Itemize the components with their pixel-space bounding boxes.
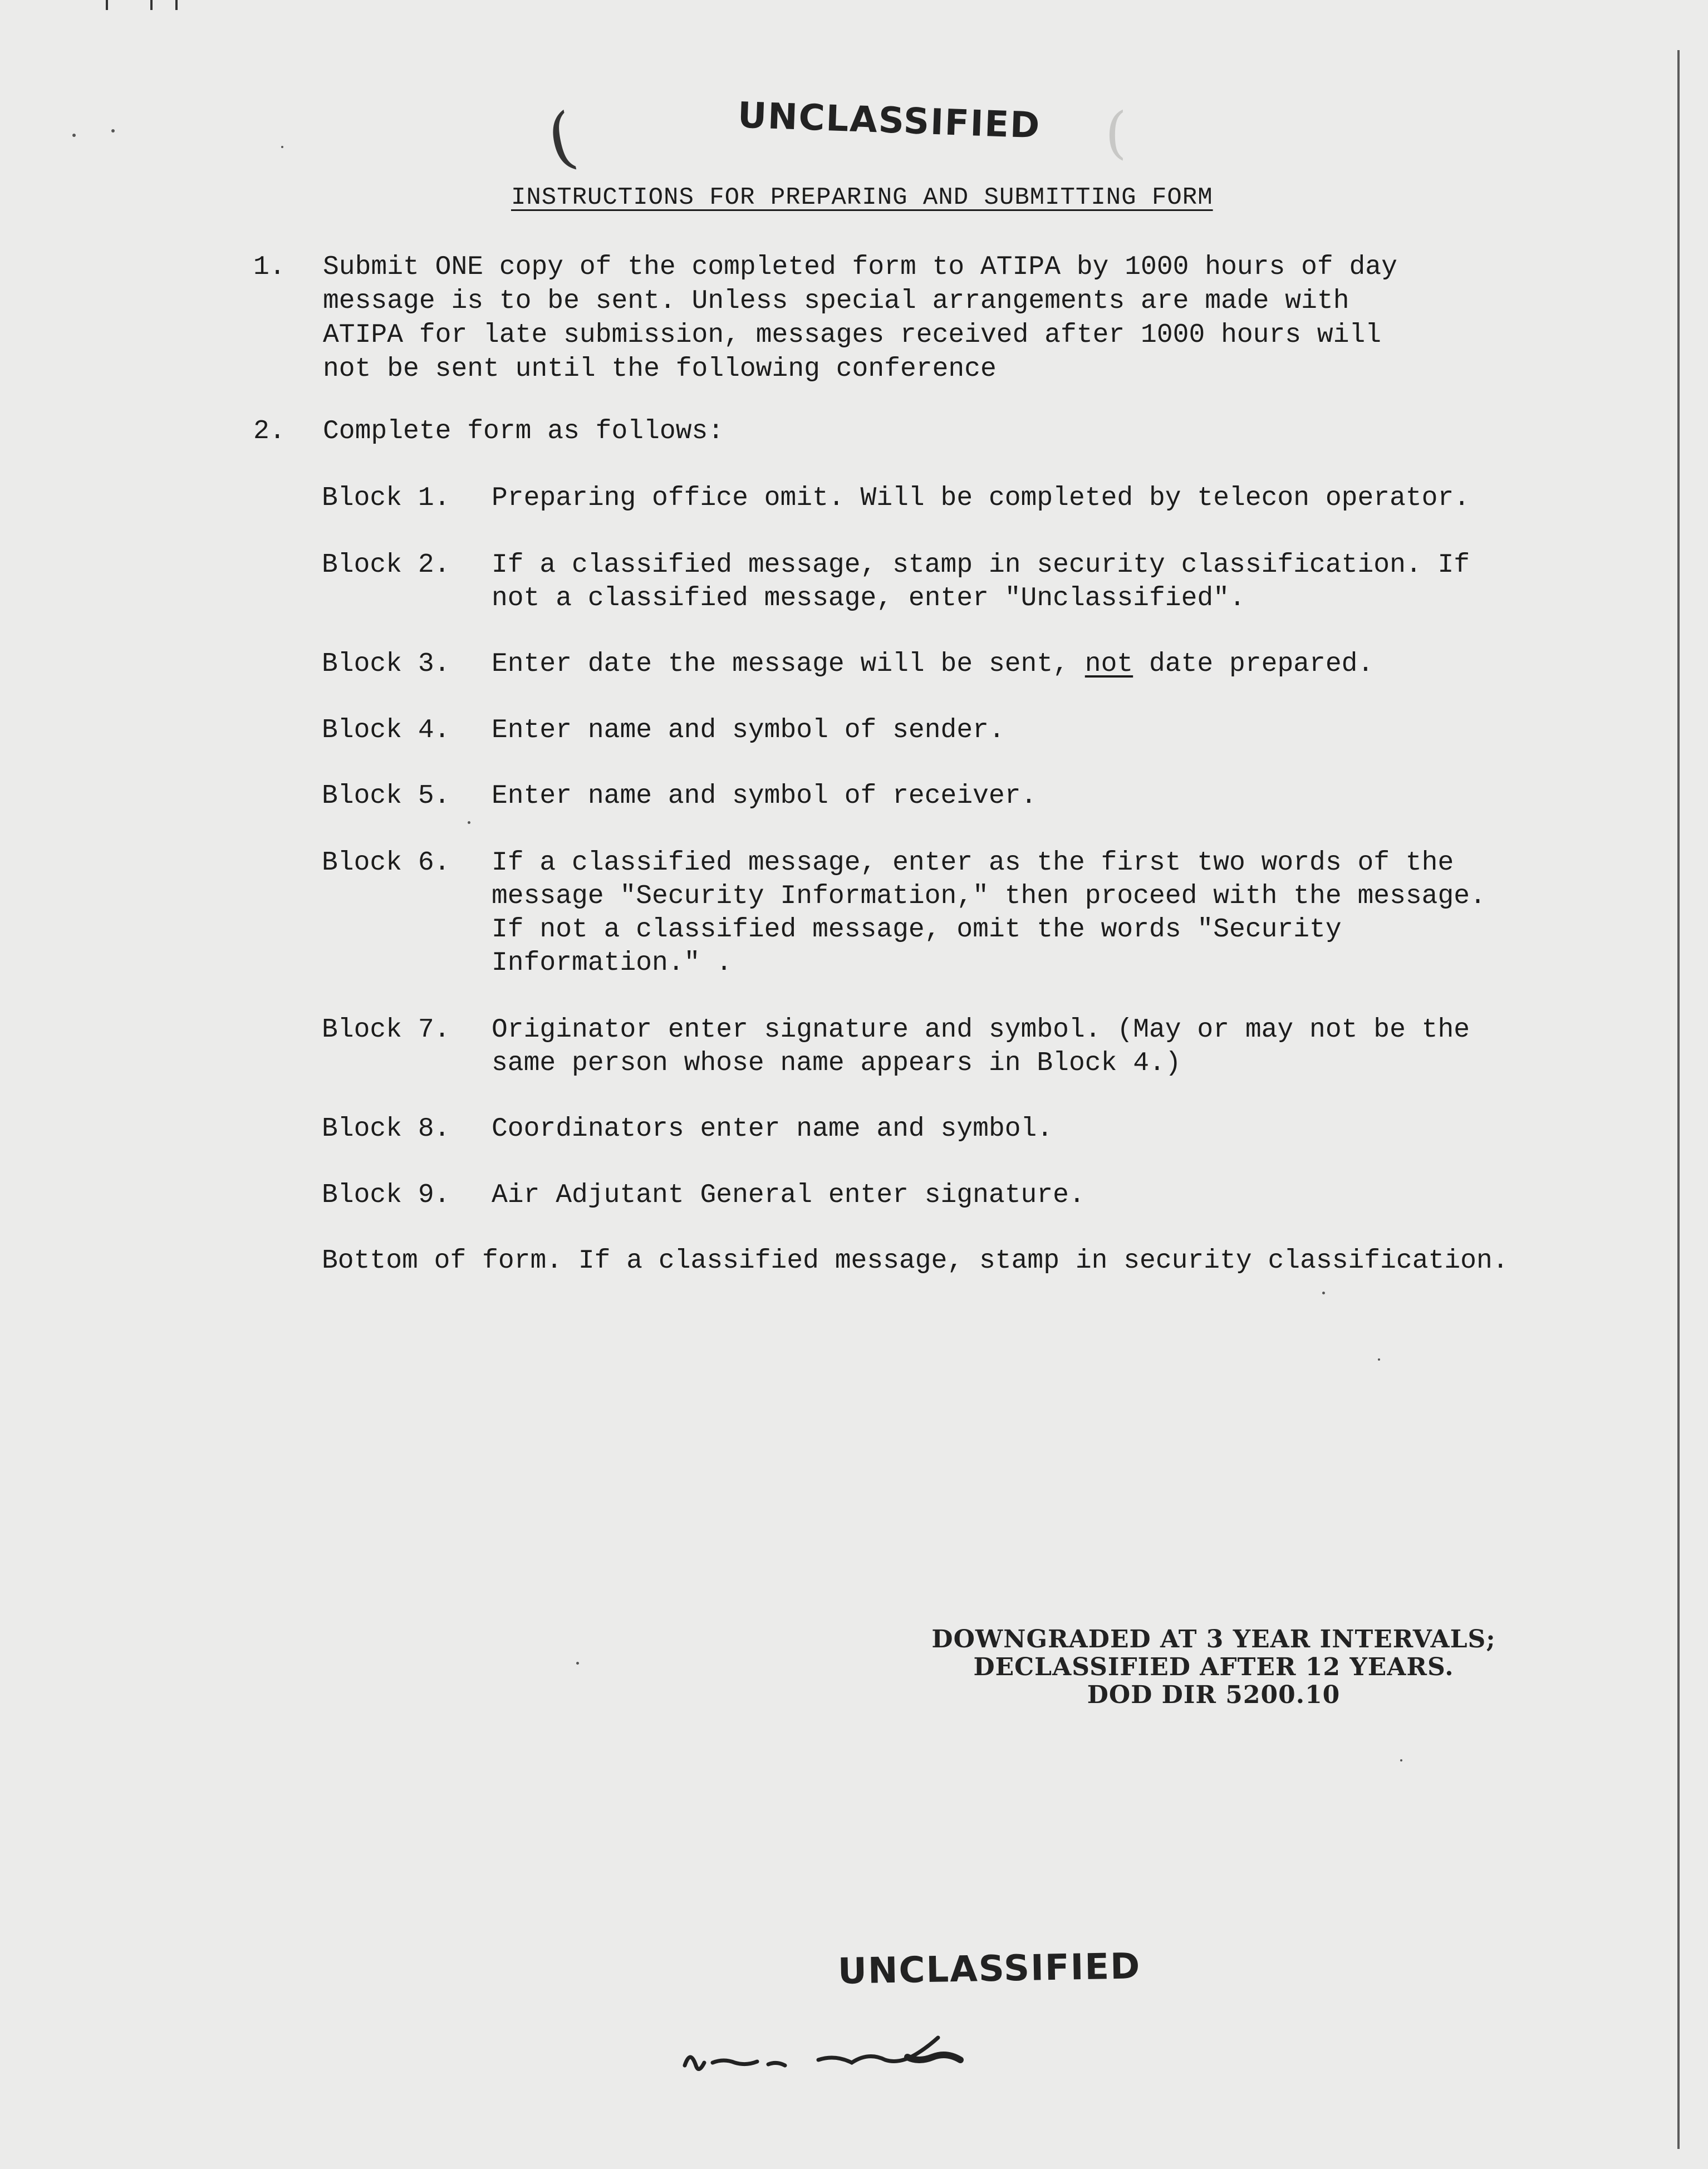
- block-text: [492, 1112, 1053, 1146]
- block-line: If not a classified message, omit the words "Security: [492, 915, 1342, 945]
- downgrade-line: DOWNGRADED AT 3 YEAR INTERVALS;: [931, 1625, 1496, 1653]
- block-text: [492, 482, 1470, 515]
- block-line: Preparing office omit. Will be completed by telecon operator.: [492, 483, 1470, 513]
- scan-speck: [111, 129, 115, 133]
- item-number: 1.: [253, 252, 286, 282]
- block-text: [492, 647, 1373, 681]
- block-text: [492, 1179, 1085, 1212]
- item-line: Complete form as follows:: [323, 416, 724, 446]
- block-text: [492, 846, 1486, 980]
- block-line: Air Adjutant General enter signature.: [492, 1180, 1085, 1210]
- block-label: Block 9.: [322, 1180, 450, 1210]
- block-text: [492, 548, 1470, 615]
- block-label: Block 6.: [322, 848, 450, 878]
- block-line: not a classified message, enter "Unclassified".: [492, 583, 1245, 614]
- item-line: ATIPA for late submission, messages received after 1000 hours will: [323, 320, 1382, 350]
- downgrade-line: DECLASSIFIED AFTER 12 YEARS.: [973, 1653, 1454, 1681]
- scan-mark: (: [541, 98, 582, 180]
- scan-speck: [576, 1662, 579, 1665]
- scan-speck: [281, 146, 283, 148]
- scan-speck: [72, 134, 76, 137]
- block-line: same person whose name appears in Block 4.): [492, 1048, 1181, 1078]
- block-text: [492, 779, 1037, 813]
- item-number: 2.: [253, 416, 286, 446]
- scan-speck: [1400, 1759, 1402, 1761]
- block-text: [492, 1013, 1470, 1080]
- block-label: Block 7.: [322, 1015, 450, 1045]
- document-title: INSTRUCTIONS FOR PREPARING AND SUBMITTING FORM: [511, 184, 1213, 212]
- item-text: [323, 251, 1397, 386]
- block-label: Block 8.: [322, 1114, 450, 1144]
- signature-scrawl: [674, 2032, 1030, 2082]
- block-line: Information." .: [492, 948, 733, 978]
- block-label: Block 4.: [322, 715, 450, 745]
- classification-stamp-top: UNCLASSIFIED: [737, 95, 1042, 147]
- downgrade-notice: [913, 1626, 1514, 1709]
- bottom-of-form-instruction: Bottom of form. If a classified message, stamp in security classification.: [322, 1246, 1509, 1276]
- block-line: Originator enter signature and symbol. (May or may not be the: [492, 1015, 1470, 1045]
- block-line: Enter name and symbol of receiver.: [492, 781, 1037, 811]
- downgrade-line: DOD DIR 5200.10: [1087, 1681, 1341, 1709]
- block-label: Block 5.: [322, 781, 450, 811]
- item-line: Submit ONE copy of the completed form to ATIPA by 1000 hours of day: [323, 252, 1397, 282]
- scan-speck: [468, 821, 470, 824]
- block-text-part: date prepared.: [1133, 649, 1374, 679]
- classification-stamp-bottom: UNCLASSIFIED: [837, 1946, 1141, 1993]
- block-label: Block 2.: [322, 550, 450, 580]
- block-line: message "Security Information," then proceed with the message.: [492, 881, 1486, 911]
- item-text: [323, 415, 724, 449]
- block-label: Block 3.: [322, 649, 450, 679]
- scan-edge-marks: [84, 0, 184, 10]
- block-line: If a classified message, stamp in security classification. If: [492, 550, 1470, 580]
- block-label: Block 1.: [322, 483, 450, 513]
- item-line: not be sent until the following conference: [323, 354, 997, 384]
- block-text: [492, 714, 1005, 747]
- block-line: Coordinators enter name and symbol.: [492, 1114, 1053, 1144]
- block-line: If a classified message, enter as the first two words of the: [492, 848, 1454, 878]
- block-line: Enter name and symbol of sender.: [492, 715, 1005, 745]
- scan-speck: [1322, 1292, 1325, 1294]
- underlined-word: not: [1084, 649, 1133, 679]
- item-line: message is to be sent. Unless special arrangements are made with: [323, 286, 1349, 316]
- scan-edge-line: [1677, 50, 1680, 2149]
- scan-mark: (: [1105, 100, 1127, 165]
- block-text-part: Enter date the message will be sent,: [492, 649, 1085, 679]
- scan-speck: [1378, 1358, 1380, 1361]
